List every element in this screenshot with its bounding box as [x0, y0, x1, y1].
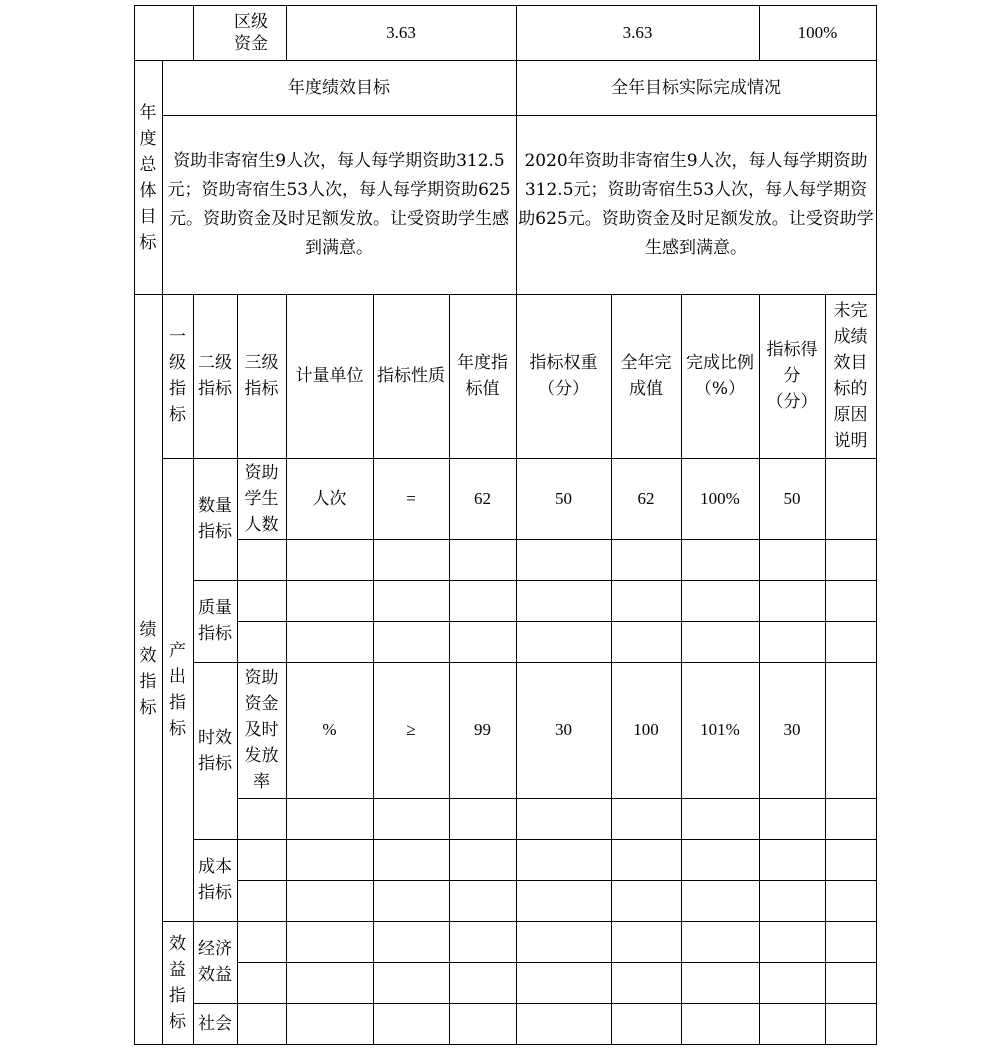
border-line: [681, 294, 682, 1045]
border-line: [193, 662, 877, 663]
border-line: [286, 294, 287, 1045]
output-indicator-label: 产出指标: [169, 640, 186, 739]
header-nature: 指标性质: [377, 366, 445, 386]
border-line: [237, 962, 877, 963]
border-line: [237, 294, 238, 1045]
header-ratio: 完成比例（%）: [686, 353, 754, 399]
header-unit: 计量单位: [295, 366, 364, 386]
border-line: [516, 294, 517, 1045]
timeliness-ratio: 101%: [700, 720, 740, 739]
quantity-item-name: 资助学生人数: [244, 462, 279, 535]
border-line: [759, 294, 760, 1045]
header-level3: 三级指标: [244, 353, 279, 399]
border-line: [373, 294, 374, 1045]
border-line: [825, 294, 826, 1045]
benefit-indicator-label: 效益指标: [169, 933, 186, 1032]
cost-indicator-label: 成本指标: [198, 857, 232, 903]
timeliness-target: 99: [474, 720, 491, 739]
timeliness-item-name: 资助资金及时发放率: [244, 668, 279, 792]
border-line: [237, 798, 877, 799]
header-score: 指标得分（分）: [766, 340, 818, 412]
border-line: [134, 5, 877, 6]
timeliness-score: 30: [783, 720, 801, 739]
border-line: [162, 60, 163, 1045]
quantity-target: 62: [474, 488, 491, 508]
header-weight: 指标权重（分）: [529, 353, 598, 399]
border-line: [162, 115, 877, 116]
border-line: [237, 621, 877, 622]
quantity-score: 50: [783, 488, 801, 508]
quantity-actual: 62: [637, 488, 655, 508]
funding-label: 区级资金: [234, 12, 268, 54]
border-line: [193, 5, 194, 61]
timeliness-unit: %: [322, 720, 337, 739]
funding-rate: 100%: [797, 23, 838, 42]
header-reason: 未完成绩效目标的原因说明: [833, 301, 868, 451]
annual-target-text: 资助非寄宿生9人次，每人每学期资助312.5元；资助寄宿生53人次，每人每学期资助625元。资助资金及时足额发放。让受资助学生感到满意。: [167, 150, 511, 258]
quantity-ratio: 100%: [700, 488, 740, 508]
header-level2: 二级指标: [198, 353, 232, 399]
quantity-unit: 人次: [312, 488, 347, 509]
timeliness-nature: ≥: [406, 720, 416, 739]
border-line: [134, 60, 877, 61]
annual-actual-text: 2020年资助非寄宿生9人次，每人每学期资助312.5元；资助寄宿生53人次，每人每学期资助625元。资助资金及时足额发放。让受资助学生感到满意。: [518, 150, 874, 258]
border-line: [876, 5, 877, 1045]
border-line: [611, 294, 612, 1045]
border-line: [193, 1003, 877, 1004]
annual-target-header: 年度绩效目标: [288, 78, 390, 98]
funding-executed: 3.63: [622, 23, 653, 42]
timeliness-indicator-label: 时效指标: [198, 727, 232, 774]
header-actual: 全年完成值: [620, 353, 672, 399]
social-benefit-label: 社会: [198, 1013, 232, 1034]
quantity-weight: 50: [555, 488, 572, 508]
header-level1: 一级指标: [169, 327, 186, 425]
border-line: [134, 294, 877, 295]
quantity-nature: =: [406, 488, 416, 508]
border-line: [237, 880, 877, 881]
timeliness-weight: 30: [555, 720, 572, 739]
funding-budget: 3.63: [386, 23, 416, 42]
annual-actual-header: 全年目标实际完成情况: [611, 78, 781, 98]
border-line: [162, 921, 877, 922]
border-line: [134, 1044, 877, 1045]
border-line: [286, 5, 287, 61]
border-line: [134, 5, 135, 1045]
border-line: [237, 539, 877, 540]
economic-benefit-label: 经济效益: [198, 939, 232, 985]
border-line: [193, 580, 877, 581]
timeliness-actual: 100: [633, 720, 659, 739]
border-line: [162, 458, 877, 459]
section-label: 绩效指标: [139, 620, 157, 718]
border-line: [449, 294, 450, 1045]
border-line: [759, 5, 760, 61]
border-line: [193, 294, 194, 1045]
border-line: [193, 839, 877, 840]
quantity-indicator-label: 数量指标: [198, 496, 232, 542]
header-target: 年度指标值: [457, 353, 508, 399]
border-line: [516, 5, 517, 294]
annual-goal-label: 年度总体目标: [139, 102, 157, 253]
quality-indicator-label: 质量指标: [198, 598, 232, 644]
